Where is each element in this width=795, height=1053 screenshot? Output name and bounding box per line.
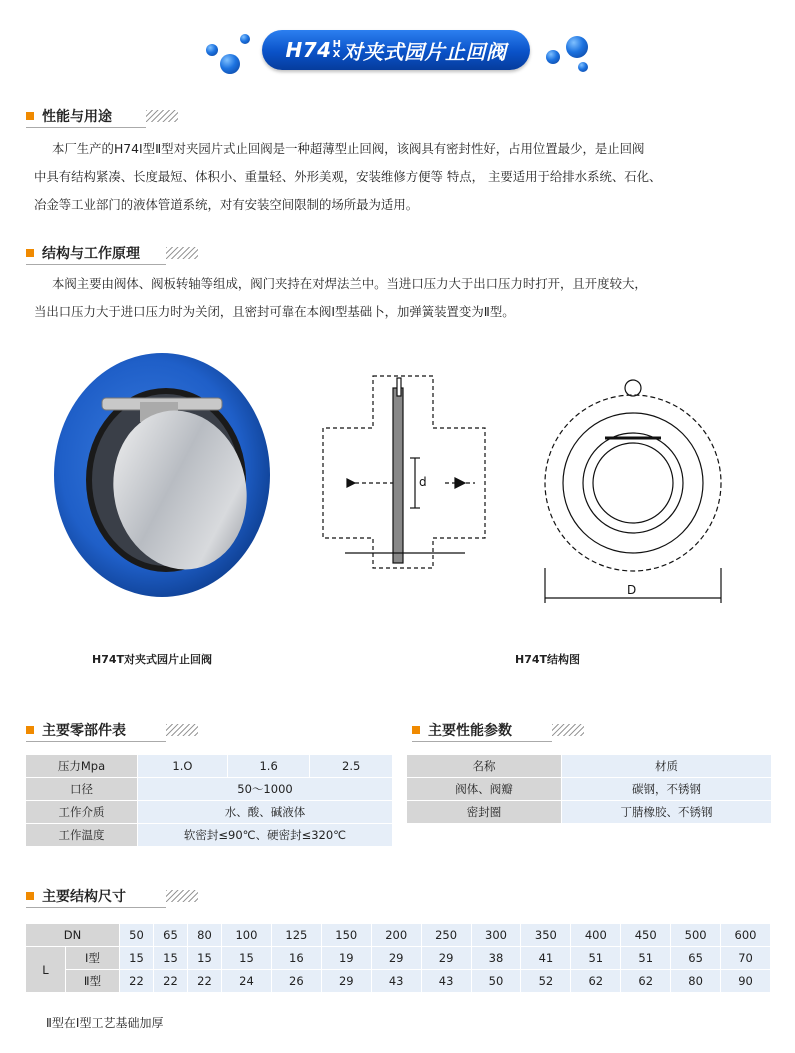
- structure-text: [34, 270, 794, 326]
- heading-underline: [26, 264, 166, 265]
- table-cell: 600: [721, 924, 771, 947]
- text-line: 冶金等工业部门的液体管道系统，对有安装空间限制的场所最为适用。: [34, 197, 419, 212]
- title-suffix: 对夹式园片止回阀: [342, 39, 507, 64]
- hatch-decor: [166, 724, 198, 736]
- table-cell: 软密封≤90℃、硬密封≤320℃: [138, 824, 393, 847]
- dim-d-label: d: [419, 475, 427, 489]
- column-header: 名称: [407, 755, 562, 778]
- table-cell: 水、酸、碱液体: [138, 801, 393, 824]
- table-cell: 1.O: [138, 755, 228, 778]
- title-banner: [0, 0, 795, 90]
- table-cell: 1.6: [227, 755, 310, 778]
- title-prefix: H74: [285, 38, 332, 62]
- table-row: [26, 824, 393, 847]
- table-cell: 350: [521, 924, 571, 947]
- table-cell: 碳钢，不锈钢: [562, 778, 772, 801]
- table-cell: 22: [120, 970, 154, 993]
- table-cell: 43: [371, 970, 421, 993]
- table-cell: 80: [671, 970, 721, 993]
- table-cell: 400: [571, 924, 621, 947]
- table-cell: 26: [271, 970, 321, 993]
- type1-label: Ⅰ型: [66, 947, 120, 970]
- heading-underline: [26, 741, 166, 742]
- type2-label: Ⅱ型: [66, 970, 120, 993]
- table-cell: 29: [421, 947, 471, 970]
- heading-underline: [26, 127, 146, 128]
- table-cell: 450: [621, 924, 671, 947]
- text-line: 当出口压力大于进口压力时为关闭，且密封可靠在本阀Ⅰ型基础卜，加弹簧装置变为Ⅱ型。: [34, 304, 515, 319]
- table-cell: 19: [321, 947, 371, 970]
- table-row: [26, 924, 771, 947]
- drawing-caption: H74T结构图: [515, 653, 581, 666]
- table-cell: 38: [471, 947, 521, 970]
- table-row: [26, 970, 771, 993]
- dim-D-label: D: [627, 583, 637, 597]
- row-label: 工作温度: [26, 824, 138, 847]
- side-view: [323, 376, 485, 568]
- decor-ball: [546, 50, 560, 64]
- table-row: [26, 947, 771, 970]
- table-header-row: [407, 755, 772, 778]
- section-title: 主要零部件表: [42, 723, 126, 739]
- table-cell: 50: [471, 970, 521, 993]
- table-row: [407, 778, 772, 801]
- section-heading-params: [412, 720, 582, 740]
- table-cell: 15: [120, 947, 154, 970]
- structure-drawing: [315, 368, 735, 608]
- table-cell: 250: [421, 924, 471, 947]
- decor-ball: [240, 34, 250, 44]
- heading-underline: [26, 907, 166, 908]
- text-line: 中具有结构紧凑、长度最短、体积小、重量轻、外形美观，安装维修方便等 特点， 主要适用于给排水系统、石化、: [34, 169, 662, 184]
- table-cell: 15: [222, 947, 272, 970]
- row-label: 压力Mpa: [26, 755, 138, 778]
- decor-ball: [206, 44, 218, 56]
- table-cell: 80: [188, 924, 222, 947]
- table-cell: 22: [188, 970, 222, 993]
- table-cell: 125: [271, 924, 321, 947]
- hatch-decor: [166, 890, 198, 902]
- table-cell: 43: [421, 970, 471, 993]
- table-cell: 50～1000: [138, 778, 393, 801]
- table-cell: 丁腈橡胶、不锈钢: [562, 801, 772, 824]
- bullet-square: [26, 726, 34, 734]
- section-title: 性能与用途: [42, 109, 112, 125]
- table-cell: 密封圈: [407, 801, 562, 824]
- title-sup: [333, 40, 342, 60]
- dn-label: DN: [26, 924, 120, 947]
- params-table: [406, 754, 772, 824]
- valve-photo: [40, 340, 290, 610]
- bullet-square: [26, 112, 34, 120]
- table-cell: 70: [721, 947, 771, 970]
- page-title: [262, 30, 530, 70]
- table-cell: 62: [621, 970, 671, 993]
- column-header: 材质: [562, 755, 772, 778]
- hatch-decor: [146, 110, 178, 122]
- hatch-decor: [552, 724, 584, 736]
- dimensions-table: [25, 923, 771, 993]
- section-heading-structure: [26, 243, 196, 263]
- front-view: [545, 380, 721, 603]
- table-cell: 62: [571, 970, 621, 993]
- photo-caption: H74T对夹式园片止回阀: [92, 653, 213, 666]
- table-row: [26, 801, 393, 824]
- dimensions-note: Ⅱ型在Ⅰ型工艺基础加厚: [46, 1016, 164, 1030]
- section-heading-performance: [26, 106, 176, 126]
- row-label: 工作介质: [26, 801, 138, 824]
- side-view-solid: [345, 378, 465, 563]
- table-cell: 100: [222, 924, 272, 947]
- table-cell: 22: [154, 970, 188, 993]
- parts-table: [25, 754, 393, 847]
- section-title: 主要结构尺寸: [42, 889, 126, 905]
- hatch-decor: [166, 247, 198, 259]
- table-cell: 29: [321, 970, 371, 993]
- table-cell: 52: [521, 970, 571, 993]
- table-cell: 51: [621, 947, 671, 970]
- l-label: L: [26, 947, 66, 993]
- bullet-square: [26, 249, 34, 257]
- table-cell: 51: [571, 947, 621, 970]
- decor-ball: [220, 54, 240, 74]
- table-cell: 150: [321, 924, 371, 947]
- performance-text: [34, 135, 794, 219]
- table-cell: 16: [271, 947, 321, 970]
- section-title: 结构与工作原理: [42, 246, 140, 262]
- table-cell: 15: [188, 947, 222, 970]
- section-heading-parts: [26, 720, 196, 740]
- table-cell: 阀体、阀瓣: [407, 778, 562, 801]
- table-cell: 41: [521, 947, 571, 970]
- table-row: [26, 755, 393, 778]
- table-cell: 15: [154, 947, 188, 970]
- heading-underline: [412, 741, 552, 742]
- table-cell: 65: [671, 947, 721, 970]
- table-cell: 50: [120, 924, 154, 947]
- table-cell: 65: [154, 924, 188, 947]
- section-title: 主要性能参数: [428, 723, 512, 739]
- table-row: [407, 801, 772, 824]
- decor-ball: [566, 36, 588, 58]
- table-cell: 90: [721, 970, 771, 993]
- bullet-square: [26, 892, 34, 900]
- title-sup-top: H: [332, 39, 342, 50]
- row-label: 口径: [26, 778, 138, 801]
- decor-ball: [578, 62, 588, 72]
- bullet-square: [412, 726, 420, 734]
- table-row: [26, 778, 393, 801]
- text-line: 本厂生产的H74Ⅰ型Ⅱ型对夹园片式止回阀是一种超薄型止回阀，该阀具有密封性好，占用位置最少，是止回阀: [52, 141, 645, 156]
- table-cell: 29: [371, 947, 421, 970]
- section-heading-dimensions: [26, 886, 196, 906]
- table-cell: 500: [671, 924, 721, 947]
- title-sup-bottom: X: [332, 49, 341, 60]
- table-cell: 200: [371, 924, 421, 947]
- table-cell: 24: [222, 970, 272, 993]
- table-cell: 300: [471, 924, 521, 947]
- table-cell: 2.5: [310, 755, 393, 778]
- text-line: 本阀主要由阀体、阀板转轴等组成，阀门夹持在对焊法兰中。当进口压力大于出口压力时打开，且开度较大，: [52, 276, 647, 291]
